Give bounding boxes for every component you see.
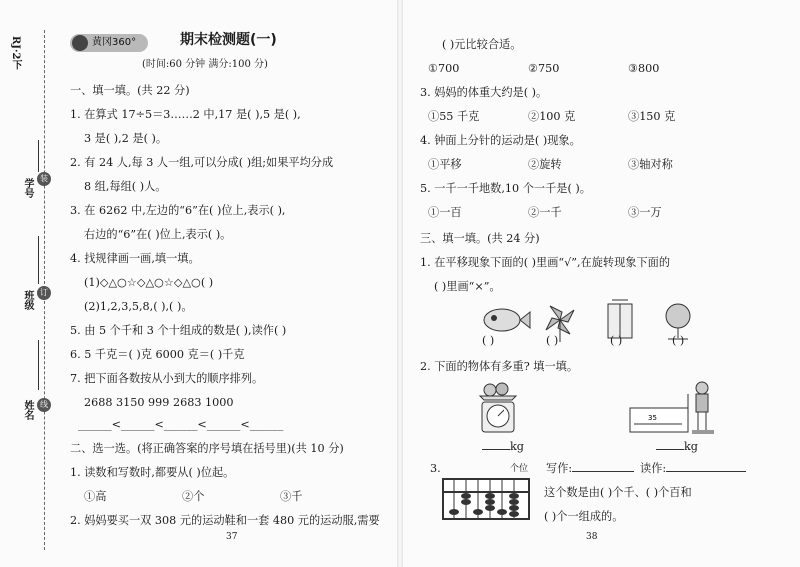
choice-5-option-b: ②一千 — [528, 206, 562, 219]
q6-line: 6. 5 千克＝( )克 6000 克＝( )千克 — [70, 348, 245, 361]
fruit-weight-unit: kg — [510, 440, 524, 453]
choice-5-question: 5. 一千一千地数,10 个一千是( )。 — [420, 182, 591, 195]
fill-1-line-a: 1. 在平移现象下面的( )里画“√”,在旋转现象下面的 — [420, 256, 671, 269]
q2-line-a: 2. 有 24 人,每 3 人一组,可以分成( )组;如果平均分成 — [70, 156, 334, 169]
q4-pattern-1: (1)◇△○☆◇△○☆◇△○( ) — [84, 276, 214, 289]
choice-1-option-c: ③千 — [280, 490, 303, 503]
motion-answer-4[interactable]: ( ) — [672, 334, 685, 347]
write-label — [546, 462, 634, 476]
choice-3-question: 3. 妈妈的体重大约是( )。 — [420, 86, 548, 99]
cut-mark-3: 线 — [37, 398, 51, 412]
q5-line: 5. 由 5 个千和 3 个十组成的数是( ),读作( ) — [70, 324, 287, 337]
abacus-picture — [442, 478, 530, 520]
q7-prompt: 7. 把下面各数按从小到大的顺序排列。 — [70, 372, 264, 385]
binding-strip — [0, 0, 58, 567]
q4-prompt: 4. 找规律画一画,填一填。 — [70, 252, 200, 265]
page-number-right: 38 — [586, 532, 598, 542]
choice-1-option-a: ①高 — [84, 490, 107, 503]
q3-line-b: 右边的“6”在( )位上,表示( )。 — [84, 228, 232, 241]
choice-1-option-b: ②个 — [182, 490, 205, 503]
cut-mark-2: 订 — [37, 286, 51, 300]
fill-2-prompt: 2. 下面的物体有多重? 填一填。 — [420, 360, 579, 373]
sliding-window-icon — [608, 300, 632, 338]
fill-3-number: 3. — [430, 462, 441, 475]
exam-title: 期末检测题(一) — [180, 32, 277, 48]
mascot-icon — [72, 35, 88, 51]
choice-2-continued: ( )元比较合适。 — [442, 38, 522, 51]
q1-line-a: 1. 在算式 17÷5＝3……2 中,17 是( ),5 是( ), — [70, 108, 301, 121]
read-label-text: 读作: — [640, 462, 667, 475]
choice-2-option-b: ②750 — [528, 62, 560, 75]
fruit-weight-blank[interactable] — [482, 440, 524, 454]
choice-3-option-c: ③150 克 — [628, 110, 676, 123]
q1-line-b: 3 是( ),2 是( )。 — [84, 132, 168, 145]
cut-mark-1: 装 — [37, 172, 51, 186]
choice-4-option-c: ③轴对称 — [628, 158, 673, 171]
page-number-left: 37 — [226, 532, 238, 542]
motion-answer-1[interactable]: ( ) — [482, 334, 495, 347]
choice-4-option-b: ②旋转 — [528, 158, 562, 171]
q2-line-b: 8 组,每组( )人。 — [84, 180, 167, 193]
section-2-heading: 二、选一选。(将正确答案的序号填在括号里)(共 10 分) — [70, 442, 344, 455]
brand-logo-text: 黄冈360° — [92, 37, 137, 48]
choice-2-question: 2. 妈妈要买一双 308 元的运动鞋和一套 480 元的运动服,需要 — [70, 514, 380, 527]
section-1-heading: 一、填一填。(共 22 分) — [70, 84, 190, 97]
page-37 — [70, 0, 390, 567]
choice-2-option-c: ③800 — [628, 62, 660, 75]
student-number-label: 学号 — [22, 178, 33, 198]
fish-balloon-icon — [484, 309, 530, 331]
q4-pattern-2: (2)1,2,3,5,8,( ),( )。 — [84, 300, 193, 313]
class-blank[interactable] — [38, 236, 39, 284]
body-weight-blank[interactable] — [656, 440, 698, 454]
brand-logo — [70, 34, 148, 52]
abacus-ones-label: 个位 — [510, 464, 529, 474]
series-label: RJ·2下 — [10, 36, 21, 70]
page-38 — [420, 0, 770, 567]
read-label — [640, 462, 746, 476]
svg-text:35: 35 — [648, 414, 657, 422]
choice-3-option-a: ①55 千克 — [428, 110, 480, 123]
choice-2-option-a: ①700 — [428, 62, 460, 75]
class-label: 班级 — [22, 290, 33, 310]
choice-1-question: 1. 读数和写数时,都要从( )位起。 — [70, 466, 235, 479]
fruit-scale-picture — [478, 382, 518, 434]
fill-3-line-b: ( )个一组成的。 — [544, 510, 624, 523]
choice-5-option-c: ③一万 — [628, 206, 662, 219]
choice-4-question: 4. 钟面上分针的运动是( )现象。 — [420, 134, 581, 147]
q7-numbers: 2688 3150 999 2683 1000 — [84, 396, 234, 409]
choice-4-option-a: ①平移 — [428, 158, 462, 171]
write-label-text: 写作: — [546, 462, 573, 475]
exam-subtitle: (时间:60 分钟 满分:100 分) — [142, 59, 268, 70]
body-scale-picture — [626, 380, 722, 436]
motion-answer-2[interactable]: ( ) — [546, 334, 559, 347]
section-3-heading: 三、填一填。(共 24 分) — [420, 232, 540, 245]
name-label: 姓名 — [22, 400, 33, 420]
choice-3-option-b: ②100 克 — [528, 110, 576, 123]
motion-answer-3[interactable]: ( ) — [610, 334, 623, 347]
body-weight-unit: kg — [684, 440, 698, 453]
fill-1-line-b: ( )里画“×”。 — [434, 280, 501, 293]
q3-line-a: 3. 在 6262 中,左边的“6”在( )位上,表示( ), — [70, 204, 286, 217]
page-gutter — [397, 0, 403, 567]
choice-5-option-a: ①一百 — [428, 206, 462, 219]
read-blank[interactable] — [666, 471, 746, 472]
q7-answer-blanks[interactable]: ______<______<______<______<______ — [78, 418, 284, 431]
fill-3-line-a: 这个数是由( )个千、( )个百和 — [544, 486, 692, 499]
student-number-blank[interactable] — [38, 140, 39, 172]
name-blank[interactable] — [38, 340, 39, 390]
write-blank[interactable] — [572, 471, 634, 472]
